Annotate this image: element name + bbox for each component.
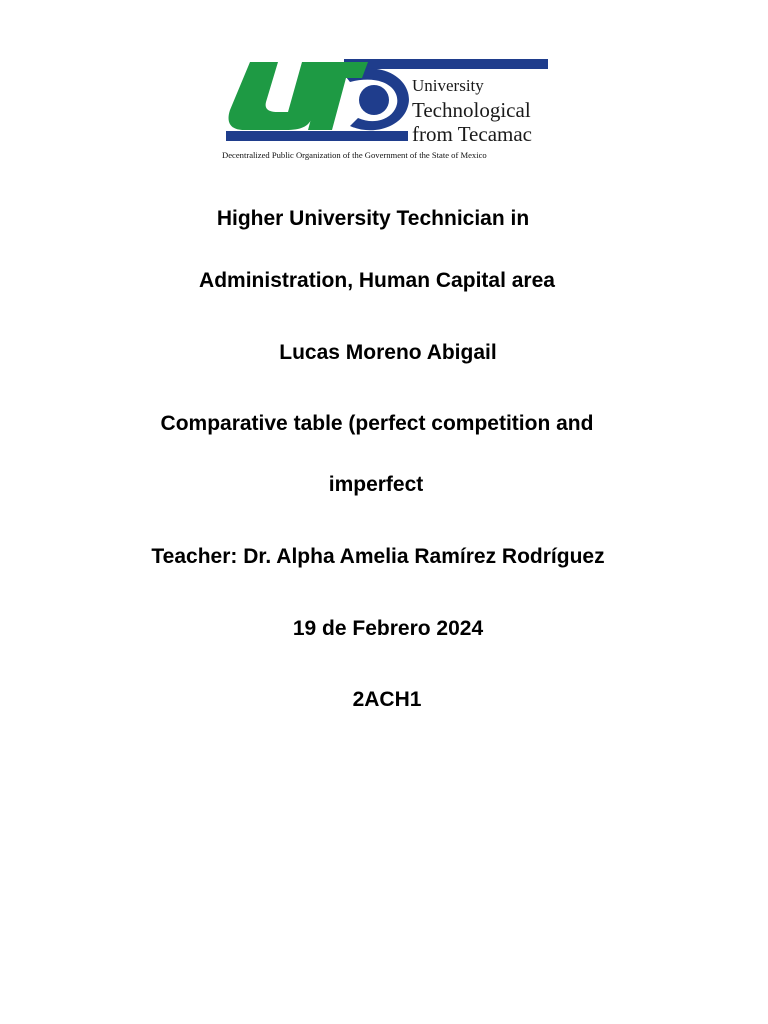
- document-title-line-2: imperfect: [328, 473, 424, 496]
- student-name: Lucas Moreno Abigail: [279, 341, 497, 364]
- submission-date: 19 de Febrero 2024: [292, 617, 484, 640]
- logo-text-university: University: [412, 76, 484, 95]
- university-logo: [222, 56, 552, 166]
- program-line-1: Higher University Technician in: [216, 207, 530, 230]
- logo-text-technological: Technological: [412, 98, 531, 122]
- teacher-name: Teacher: Dr. Alpha Amelia Ramírez Rodríguez: [151, 545, 605, 568]
- group-code: 2ACH1: [352, 688, 422, 711]
- program-line-2: Administration, Human Capital area: [199, 269, 555, 292]
- logo-text-tecamac: from Tecamac: [412, 122, 532, 146]
- document-title-line-1: Comparative table (perfect competition and: [160, 412, 594, 435]
- logo-caption: Decentralized Public Organization of the Government of the State of Mexico: [222, 150, 487, 160]
